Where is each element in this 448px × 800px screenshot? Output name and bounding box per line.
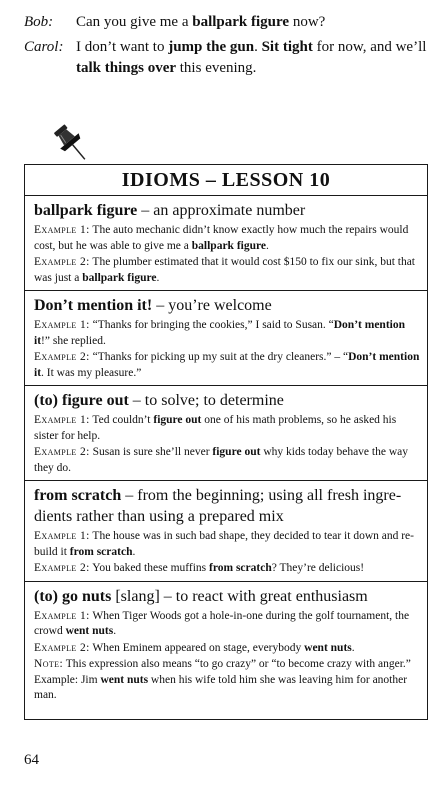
idiom-definition: – to solve; to determine xyxy=(128,392,284,409)
example-sentence xyxy=(34,445,420,476)
text-run: Susan is sure she’ll never xyxy=(89,446,213,458)
idiom-highlight: Don’t mention it xyxy=(34,319,405,347)
idiom-heading xyxy=(34,295,420,316)
example-label: Example 1: xyxy=(34,224,90,236)
example-sentence xyxy=(34,657,420,704)
example-label: Example 2: xyxy=(34,562,90,574)
speaker-name: Bob: xyxy=(24,14,54,30)
idiom-highlight: ballpark figure xyxy=(192,14,290,30)
text-run: now? xyxy=(289,14,326,30)
idiom-term: (to) figure out xyxy=(34,392,129,409)
idiom-term: from scratch xyxy=(34,487,122,504)
text-run: . xyxy=(254,39,262,55)
text-run: . xyxy=(113,625,117,637)
example-sentence xyxy=(34,350,420,381)
idiom-highlight: Sit tight xyxy=(261,39,313,55)
text-run: ? They’re delicious! xyxy=(271,562,365,574)
text-run: for now, and we’ll xyxy=(312,39,427,55)
idiom-highlight: from scratch xyxy=(209,562,272,574)
example-label: Example 1: xyxy=(34,530,90,542)
idiom-highlight: jump the gun xyxy=(168,39,255,55)
text-run: . It was my pleasure.” xyxy=(41,366,142,379)
example-label: Example 1: xyxy=(34,414,90,426)
speech-text xyxy=(76,12,434,33)
idiom-highlight: Don’t mention it xyxy=(34,351,420,379)
idiom-term: (to) go nuts xyxy=(34,587,112,605)
text-run: . xyxy=(156,271,160,284)
text-run: one of his math problems, so he asked his sister for help. xyxy=(34,414,397,442)
idiom-term: ballpark figure xyxy=(34,202,138,219)
idiom-highlight: went nuts xyxy=(304,641,352,654)
idiom-entry xyxy=(25,481,427,582)
text-run: Can you give me a xyxy=(76,14,193,30)
text-run: . xyxy=(132,545,136,558)
text-run: You baked these muffins xyxy=(89,562,210,574)
text-run: The plumber estimated that it would cost $150 to fix our sink, but that was just a xyxy=(34,256,416,284)
page-number: 64 xyxy=(24,752,39,768)
text-run: I don’t want to xyxy=(76,39,169,55)
example-label: Example 1: xyxy=(34,319,90,331)
idiom-definition: – an approximate number xyxy=(137,202,306,219)
idiom-entry xyxy=(25,196,427,291)
example-sentence xyxy=(34,413,420,444)
idiom-heading xyxy=(34,390,420,411)
text-run: This expression also means “to go crazy” or “to become crazy with anger.” Example: Jim xyxy=(34,658,411,686)
dialogue-line xyxy=(24,37,434,79)
idiom-highlight: talk things over xyxy=(76,60,177,76)
text-run: “Thanks for picking up my suit at the dry cleaners.” – “ xyxy=(89,351,349,363)
idiom-definition: – from the beginning; using all fresh ingre-dients rather than using a prepared mix xyxy=(34,487,402,525)
idiom-entry xyxy=(25,582,427,708)
example-sentence xyxy=(34,609,420,640)
example-label: Example 2: xyxy=(34,641,90,654)
example-sentence xyxy=(34,318,420,349)
speaker-name: Carol: xyxy=(24,39,64,55)
text-run: “Thanks for bringing the cookies,” I said to Susan. “ xyxy=(89,319,334,331)
text-run: The auto mechanic didn’t know exactly how much the repairs would cost, but he was able to give me a xyxy=(34,224,409,252)
idiom-highlight: from scratch xyxy=(69,545,133,558)
idiom-highlight: figure out xyxy=(212,446,261,458)
idiom-highlight: went nuts xyxy=(65,625,114,637)
idiom-heading xyxy=(34,485,420,527)
example-label: Example 1: xyxy=(34,609,90,622)
dialogue xyxy=(24,12,434,83)
text-run: Ted couldn’t xyxy=(89,414,154,426)
pushpin-icon xyxy=(48,120,96,168)
idiom-term: Don’t mention it! xyxy=(34,297,153,314)
text-run: !” she replied. xyxy=(41,334,106,347)
example-sentence xyxy=(34,529,420,560)
idiom-heading xyxy=(34,586,420,607)
idiom-highlight: went nuts xyxy=(100,673,149,686)
text-run: why kids today behave the way they do. xyxy=(34,446,408,474)
example-label: Note: xyxy=(34,658,64,670)
text-run: . xyxy=(266,239,269,252)
example-sentence xyxy=(34,255,420,286)
example-label: Example 2: xyxy=(34,351,90,363)
text-run: The house was in such bad shape, they decided to tear it down and re-build it xyxy=(34,530,414,558)
idiom-definition: [slang] – to react with great enthusiasm xyxy=(111,587,368,605)
idiom-entries xyxy=(25,196,427,708)
text-run: When Eminem appeared on stage, everybody xyxy=(89,641,305,654)
speech-text xyxy=(76,37,434,79)
idiom-definition: – you’re welcome xyxy=(152,297,272,314)
example-sentence xyxy=(34,641,420,657)
example-label: Example 2: xyxy=(34,446,90,458)
text-run: this evening. xyxy=(176,60,257,76)
idiom-highlight: figure out xyxy=(153,414,202,426)
text-run: When Tiger Woods got a hole-in-one during the golf tournament, the crowd xyxy=(34,609,410,637)
dialogue-line xyxy=(24,12,434,33)
example-label: Example 2: xyxy=(34,256,90,268)
idiom-heading xyxy=(34,200,420,221)
example-sentence xyxy=(34,561,420,577)
idioms-lesson-box xyxy=(24,164,428,720)
example-sentence xyxy=(34,223,420,254)
lesson-title: IDIOMS – LESSON 10 xyxy=(25,165,427,196)
idiom-entry xyxy=(25,291,427,386)
text-run: when his wife told him she was leaving him for another man. xyxy=(34,673,408,701)
idiom-highlight: ballpark figure xyxy=(191,239,266,252)
idiom-highlight: ballpark figure xyxy=(82,271,157,284)
text-run: . xyxy=(351,641,355,654)
idiom-entry xyxy=(25,386,427,481)
